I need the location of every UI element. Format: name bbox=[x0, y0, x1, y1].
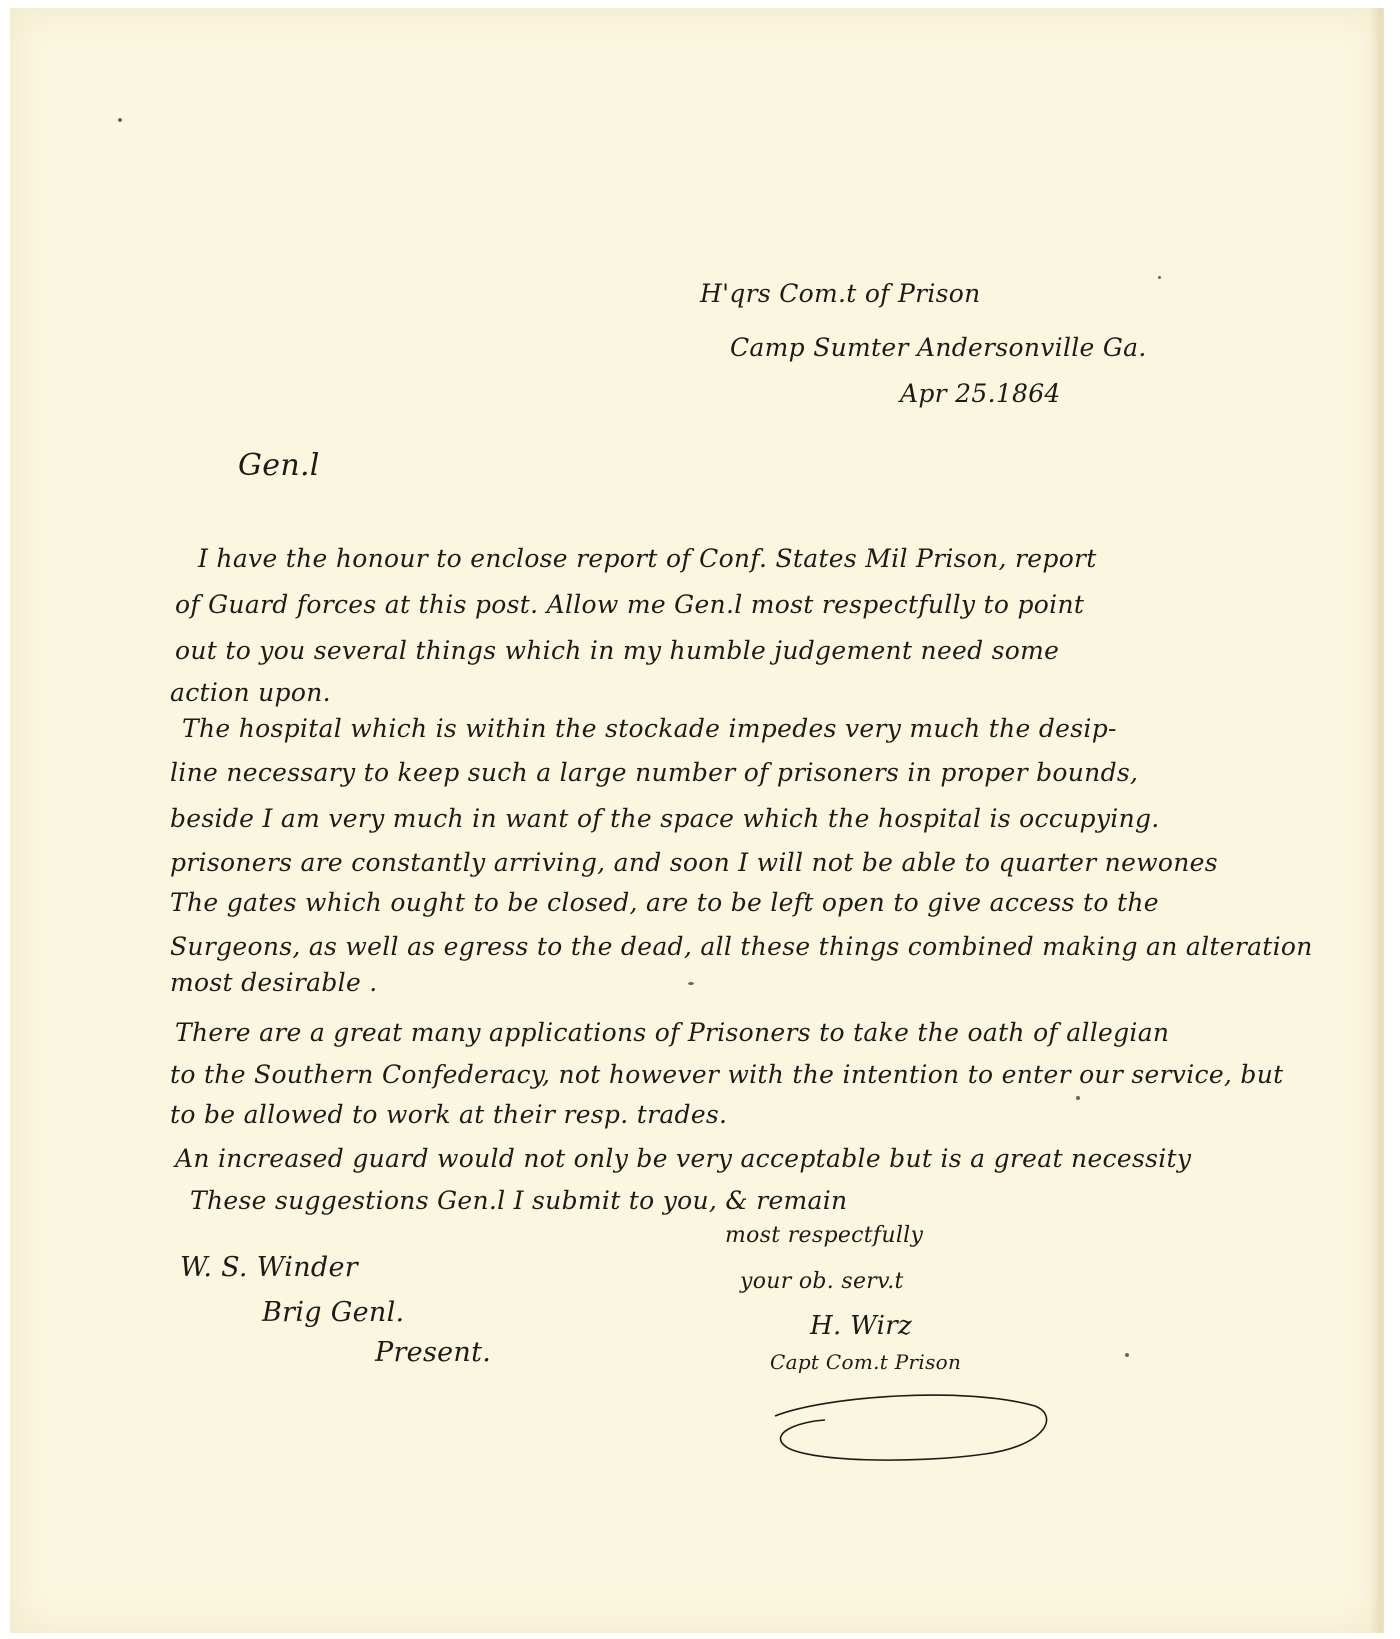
body-line: The gates which ought to be closed, are to be left open to give access to the bbox=[170, 888, 1159, 917]
letter-page bbox=[10, 8, 1384, 1633]
body-line: line necessary to keep such a large number of prisoners in proper bounds, bbox=[170, 758, 1139, 787]
body-line: to the Southern Confederacy, not however with the intention to enter our service, but bbox=[170, 1060, 1284, 1089]
paper-speck bbox=[688, 982, 694, 985]
closing-servant-line: your ob. serv.t bbox=[740, 1269, 904, 1294]
body-line: These suggestions Gen.l I submit to you, & remain bbox=[190, 1186, 848, 1215]
body-line: action upon. bbox=[170, 678, 331, 707]
body-line: most desirable . bbox=[170, 968, 378, 997]
signature-title: Capt Com.t Prison bbox=[770, 1350, 962, 1374]
salutation: Gen.l bbox=[238, 448, 320, 483]
addressee-name: W. S. Winder bbox=[180, 1252, 358, 1283]
paper-speck bbox=[1125, 1353, 1129, 1357]
body-line: Surgeons, as well as egress to the dead, all these things combined making an alteration bbox=[170, 932, 1313, 961]
body-line: out to you several things which in my humble judgement need some bbox=[175, 636, 1060, 665]
body-line: to be allowed to work at their resp. trades. bbox=[170, 1100, 728, 1129]
addressee-rank: Brig Genl. bbox=[262, 1297, 405, 1328]
letter-date: Apr 25.1864 bbox=[900, 379, 1061, 408]
signature: H. Wirz bbox=[810, 1311, 913, 1341]
body-line: of Guard forces at this post. Allow me Gen.l most respectfully to point bbox=[175, 590, 1085, 619]
body-line: prisoners are constantly arriving, and soon I will not be able to quarter newones bbox=[170, 848, 1218, 877]
addressee-status: Present. bbox=[375, 1337, 492, 1368]
paper-speck bbox=[118, 118, 122, 122]
heading-camp-line: Camp Sumter Andersonville Ga. bbox=[730, 333, 1147, 362]
body-line: The hospital which is within the stockade impedes very much the desip- bbox=[182, 714, 1117, 743]
body-line: An increased guard would not only be very acceptable but is a great necessity bbox=[175, 1144, 1192, 1173]
body-line: beside I am very much in want of the space which the hospital is occupying. bbox=[170, 804, 1160, 833]
paper-speck bbox=[1158, 276, 1161, 279]
body-line: There are a great many applications of Prisoners to take the oath of allegian bbox=[175, 1018, 1170, 1047]
paper-speck bbox=[1076, 1096, 1080, 1100]
heading-location-line: H'qrs Com.t of Prison bbox=[700, 279, 981, 308]
body-line: I have the honour to enclose report of Conf. States Mil Prison, report bbox=[198, 544, 1097, 573]
signature-flourish bbox=[765, 1376, 1065, 1466]
closing-line: most respectfully bbox=[725, 1223, 924, 1248]
